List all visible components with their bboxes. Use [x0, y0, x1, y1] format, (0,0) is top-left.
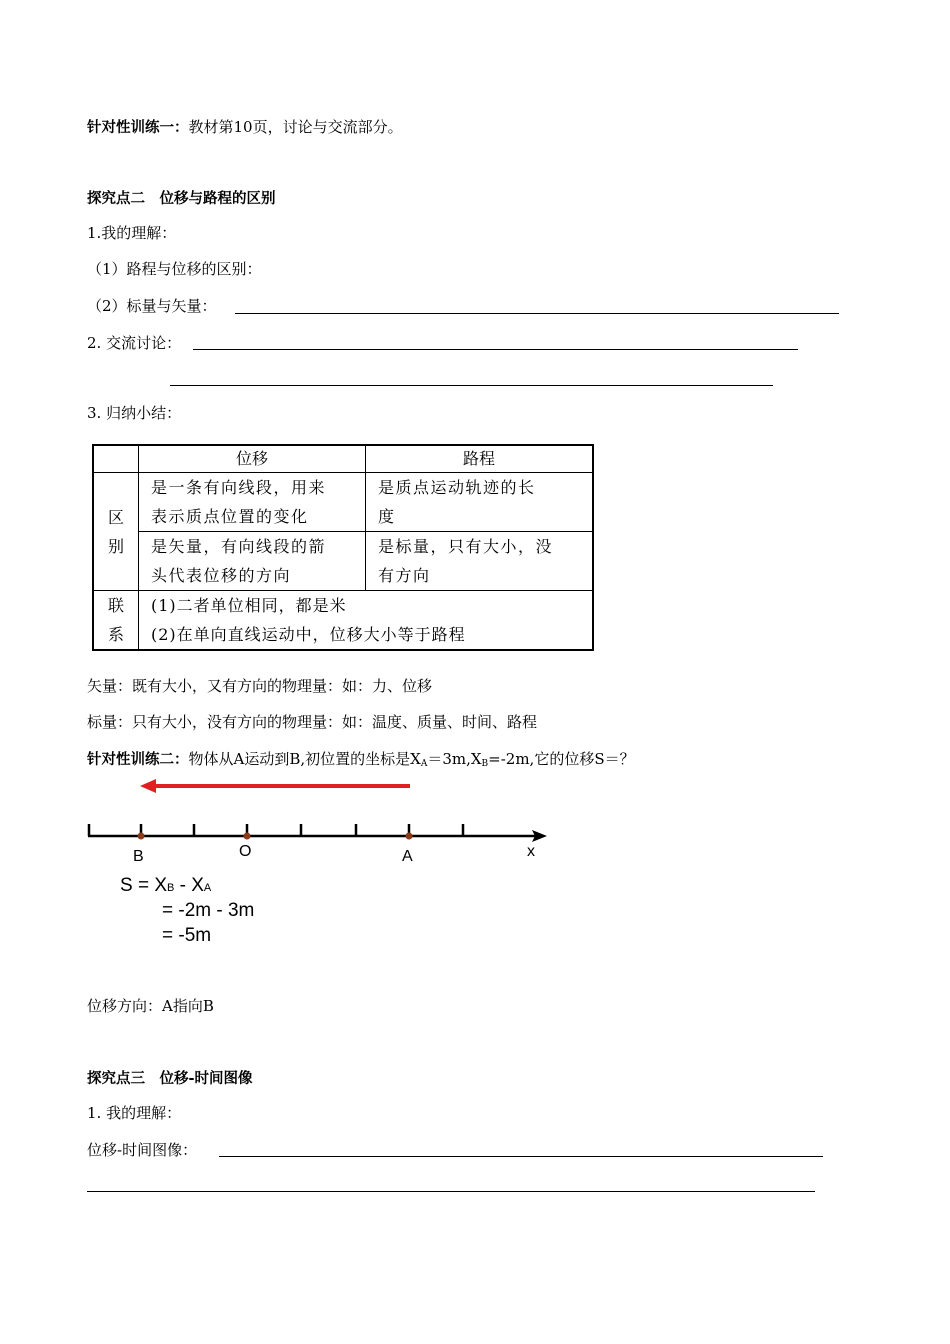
table-row-head-difference: 区别 [93, 473, 139, 591]
answer-line-discussion-2[interactable] [170, 385, 773, 386]
table-cell-diff1-displacement: 是一条有向线段，用来 表示质点位置的变化 [139, 473, 366, 532]
equation-line-3: = -5m [162, 925, 212, 946]
label-a: A [402, 848, 413, 865]
discussion-label: 2. 交流讨论： [87, 334, 182, 352]
understanding-sub2: （2）标量与矢量： [87, 297, 217, 315]
practice2-text: 物体从A运动到B,初位置的坐标是$X_A=3m,X_B=-2m$,它的位移S＝？ [188, 750, 635, 769]
point-b [138, 833, 145, 840]
section2-title: 探究点二 位移与路程的区别 [87, 191, 276, 207]
answer-line-scalar-vector[interactable] [235, 313, 839, 314]
answer-line-discussion-1[interactable] [193, 349, 798, 350]
table-row-head-link: 联系 [93, 591, 139, 651]
label-o: O [239, 843, 252, 860]
label-b: B [133, 848, 144, 865]
point-a [406, 833, 413, 840]
table-cell-diff2-displacement: 是矢量，有向线段的箭 头代表位移的方向 [139, 532, 366, 591]
practice1-text: 教材第10页，讨论与交流部分。 [188, 118, 403, 136]
table-corner-cell [93, 445, 139, 473]
point-o [244, 833, 251, 840]
understanding-item1: 1.我的理解： [87, 224, 177, 242]
table-header-displacement: 位移 [139, 445, 366, 473]
section3-title: 探究点三 位移-时间图像 [87, 1071, 253, 1087]
answer-line-xt-2[interactable] [87, 1191, 815, 1192]
table-cell-diff1-path: 是质点运动轨迹的长 度 [365, 473, 593, 532]
summary-table [92, 444, 594, 651]
direction-text: 位移方向：A指向B [87, 997, 214, 1015]
scalar-definition: 标量：只有大小，没有方向的物理量：如：温度、质量、时间、路程 [87, 713, 538, 731]
number-line-diagram [80, 770, 560, 950]
equation-line-1: S = XB - XA [120, 875, 212, 896]
answer-line-xt-1[interactable] [219, 1156, 823, 1157]
vector-definition: 矢量：既有大小，又有方向的物理量：如：力、位移 [87, 677, 433, 695]
table-cell-diff2-path: 是标量，只有大小，没 有方向 [365, 532, 593, 591]
displacement-arrowhead-icon [140, 779, 156, 793]
table-cell-link: (1)二者单位相同，都是米 (2)在单向直线运动中，位移大小等于路程 [139, 591, 594, 651]
equation-line-2: = -2m - 3m [162, 900, 255, 921]
table-header-path: 路程 [365, 445, 593, 473]
understanding-sub1: （1）路程与位移的区别： [87, 260, 262, 278]
understanding3: 1. 我的理解： [87, 1104, 182, 1122]
xt-label: 位移-时间图像： [87, 1141, 198, 1159]
practice2-label: 针对性训练二： [87, 752, 189, 768]
label-x: x [527, 843, 535, 860]
practice1-label: 针对性训练一： [87, 120, 189, 136]
summary-label: 3. 归纳小结： [87, 404, 182, 422]
